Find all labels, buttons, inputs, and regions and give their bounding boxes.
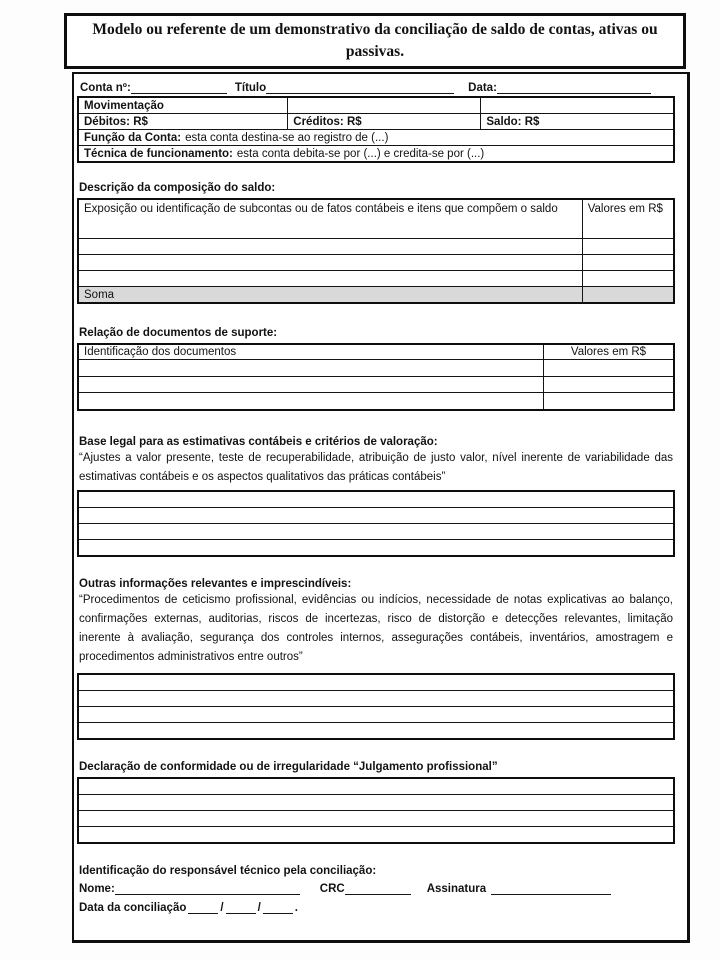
account-header-row [77, 77, 675, 94]
document-title [64, 13, 686, 69]
data-label: Data: [468, 82, 497, 94]
blank-cell [78, 690, 674, 706]
document-title-text: Modelo ou referente de um demonstrativo da conciliação de saldo de contas, ativas ou passivas. [92, 21, 658, 60]
assinatura-label: Assinatura [426, 882, 487, 895]
blank-cell [78, 674, 674, 691]
data-conciliacao-label: Data da conciliação [79, 901, 187, 914]
blank-row [78, 491, 674, 508]
titulo-blank-field [266, 81, 454, 94]
soma-value-cell [582, 287, 674, 304]
movement-header-row [78, 97, 674, 114]
saldo-cell: Saldo: R$ [481, 114, 674, 130]
date-year-blank-field [263, 901, 293, 914]
blank-row [78, 778, 674, 795]
data-blank-field [497, 81, 651, 94]
nome-blank-field [115, 882, 300, 895]
composition-header-row [78, 199, 674, 239]
documents-col2-header: Valores em R$ [543, 344, 674, 360]
tecnica-funcionamento-text: esta conta debita-se por (...) e credita-se por (...) [236, 147, 485, 160]
blank-cell [78, 255, 582, 271]
responsavel-name-row [77, 878, 675, 895]
blank-row [78, 674, 674, 691]
conta-number-blank-field [131, 81, 227, 94]
base-legal-note: “Ajustes a valor presente, teste de recuperabilidade, atribuição de justo valor, nível inerente de variabilidade das estimativas contábeis e os aspectos qualitativos das práticas contábeis” [79, 451, 673, 483]
funcao-conta-cell [78, 130, 674, 146]
blank-row [78, 539, 674, 556]
balance-composition-table [77, 198, 675, 304]
blank-cell [78, 507, 674, 523]
funcao-conta-label: Função da Conta: [84, 131, 182, 144]
funcao-conta-text: esta conta destina-se ao registro de (...) [185, 131, 389, 144]
crc-label: CRC [319, 882, 345, 895]
blank-cell [78, 491, 674, 508]
form-body-frame [72, 72, 690, 943]
creditos-cell: Créditos: R$ [288, 114, 481, 130]
section-label-base-legal: Base legal para as estimativas contábeis e critérios de valoração: [79, 435, 438, 448]
blank-cell [481, 97, 674, 114]
blank-row [78, 393, 674, 410]
date-separator: / [257, 901, 261, 914]
section-label-composicao: Descrição da composição do saldo: [79, 182, 276, 194]
blank-row [78, 690, 674, 706]
blank-row [78, 523, 674, 539]
blank-row [78, 239, 674, 255]
blank-row [78, 360, 674, 377]
support-documents-table [77, 343, 675, 411]
blank-cell [78, 539, 674, 556]
documents-col1-header: Identificação dos documentos [78, 344, 543, 360]
blank-cell [78, 523, 674, 539]
date-separator: / [220, 901, 224, 914]
blank-cell [78, 826, 674, 843]
declaration-notes-table [77, 777, 675, 844]
date-month-blank-field [226, 901, 256, 914]
blank-row [78, 810, 674, 826]
outras-informacoes-note: “Procedimentos de ceticismo profissional, evidências ou indícios, necessidade de notas explicativas ao balanço, confirmações externas, auditorias, riscos de incertezas, risco de distorção e detecções relevantes, limitação inerente à avaliação, segurança dos controles internos, assegurações contábeis, inventários, amostragem e procedimentos administrativos entre outros” [79, 593, 673, 663]
conta-number-label: Conta nº: [80, 82, 131, 94]
blank-row [78, 507, 674, 523]
movimentacao-cell: Movimentação [78, 97, 288, 114]
blank-row [78, 271, 674, 287]
tecnica-funcionamento-label: Técnica de funcionamento: [84, 147, 233, 160]
blank-cell [78, 778, 674, 795]
section-label-responsavel: Identificação do responsável técnico pela conciliação: [79, 864, 377, 877]
blank-cell [582, 239, 674, 255]
funcao-conta-row [78, 130, 674, 146]
date-day-blank-field [188, 901, 218, 914]
blank-cell [582, 271, 674, 287]
blank-row [78, 794, 674, 810]
soma-row [78, 287, 674, 304]
movement-values-row [78, 114, 674, 130]
blank-cell [543, 376, 674, 393]
composition-col2-header: Valores em R$ [582, 199, 674, 239]
blank-cell [78, 810, 674, 826]
blank-cell [78, 360, 543, 377]
blank-cell [78, 271, 582, 287]
section-label-declaracao: Declaração de conformidade ou de irregularidade “Julgamento profissional” [79, 760, 498, 773]
blank-row [78, 826, 674, 843]
nome-label: Nome: [79, 882, 115, 895]
base-legal-notes-table [77, 490, 675, 557]
blank-row [78, 706, 674, 722]
blank-cell [78, 706, 674, 722]
blank-cell [582, 255, 674, 271]
debitos-cell: Débitos: R$ [78, 114, 288, 130]
section-label-outras-informacoes: Outras informações relevantes e imprescindíveis: [79, 577, 352, 590]
section-label-documentos: Relação de documentos de suporte: [79, 327, 278, 339]
movement-table [77, 96, 675, 163]
blank-cell [78, 239, 582, 255]
tecnica-funcionamento-row [78, 146, 674, 163]
blank-row [78, 376, 674, 393]
blank-row [78, 722, 674, 739]
documents-header-row [78, 344, 674, 360]
composition-col1-header: Exposição ou identificação de subcontas ou de fatos contábeis e itens que compõem o saldo [78, 199, 582, 239]
blank-cell [78, 376, 543, 393]
blank-cell [543, 360, 674, 377]
blank-cell [543, 393, 674, 410]
conciliation-date-row [77, 897, 675, 914]
blank-cell [288, 97, 481, 114]
crc-blank-field [345, 882, 411, 895]
blank-cell [78, 794, 674, 810]
date-suffix: . [294, 901, 298, 914]
titulo-label: Título [234, 82, 267, 94]
blank-cell [78, 393, 543, 410]
soma-label-cell: Soma [78, 287, 582, 304]
blank-cell [78, 722, 674, 739]
tecnica-funcionamento-cell [78, 146, 674, 163]
blank-row [78, 255, 674, 271]
assinatura-blank-field [491, 882, 611, 895]
other-info-notes-table [77, 673, 675, 740]
